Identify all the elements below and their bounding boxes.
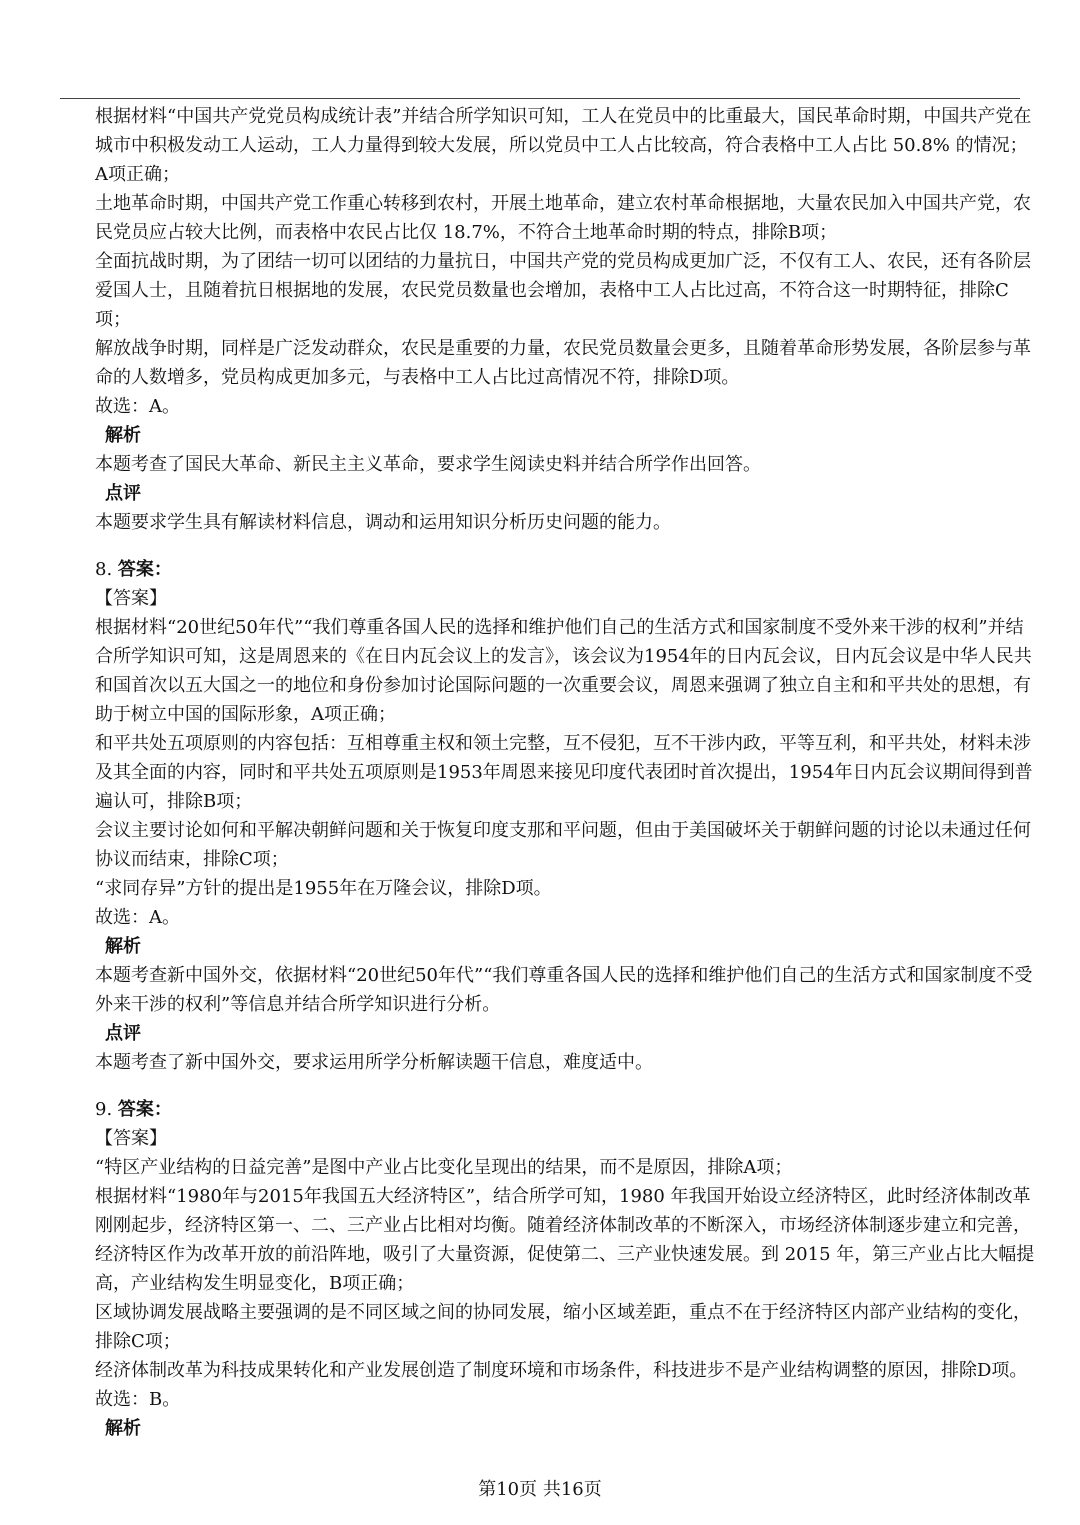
- s7-paragraph-4: 解放战争时期，同样是广泛发动群众，农民是重要的力量，农民党员数量会更多，且随着革命形势发展，各阶层参与革命的人数增多，党员构成更加多元，与表格中工人占比过高情况不符，排除D项。: [95, 338, 1031, 388]
- question-9-header: [95, 1095, 1035, 1124]
- s9-choice: 故选：B。: [95, 1389, 181, 1410]
- s7-paragraph-2: 土地革命时期，中国共产党工作重心转移到农村，开展土地革命，建立农村革命根据地，大量农民加入中国共产党，农民党员应占较大比例，而表格中农民占比仅 18.7%，不符合土地革命时期的特点，排除B项；: [95, 193, 1031, 243]
- question-9-number: 9.: [95, 1099, 113, 1120]
- s8-answer-tag: 【答案】: [95, 588, 167, 609]
- s7-choice: 故选：A。: [95, 396, 180, 417]
- s9-paragraph-1: “特区产业结构的日益完善”是图中产业占比变化呈现出的结果，而不是原因，排除A项；: [95, 1157, 793, 1178]
- s8-paragraph-4: “求同存异”方针的提出是1955年在万隆会议，排除D项。: [95, 878, 552, 899]
- s7-paragraph-3: 全面抗战时期，为了团结一切可以团结的力量抗日，中国共产党的党员构成更加广泛，不仅有工人、农民，还有各阶层爱国人士，且随着抗日根据地的发展，农民党员数量也会增加，表格中工人占比过高，不符合这一时期特征，排除C项；: [95, 251, 1031, 330]
- s7-comment-text: 本题要求学生具有解读材料信息，调动和运用知识分析历史问题的能力。: [95, 512, 671, 533]
- s7-comment-heading: 点评: [105, 483, 141, 504]
- s8-comment-text: 本题考查了新中国外交，要求运用所学分析解读题干信息，难度适中。: [95, 1052, 653, 1073]
- page-content: [95, 102, 1035, 1443]
- s9-analysis-heading: 解析: [105, 1418, 141, 1439]
- s8-paragraph-1: 根据材料“20世纪50年代”“我们尊重各国人民的选择和维护他们自己的生活方式和国家制度不受外来干涉的权利”并结合所学知识可知，这是周恩来的《在日内瓦会议上的发言》，该会议为1954年的日内瓦会议，日内瓦会议是中华人民共和国首次以五大国之一的地位和身份参加讨论国际问题的一次重要会议，周恩来强调了独立自主和和平共处的思想，有助于树立中国的国际形象，A项正确；: [95, 617, 1032, 725]
- question-8-number: 8.: [95, 559, 113, 580]
- question-9-answer-title: 答案：: [117, 1099, 172, 1120]
- s8-analysis-heading: 解析: [105, 936, 141, 957]
- question-8-header: [95, 555, 1035, 584]
- s8-choice: 故选：A。: [95, 907, 180, 928]
- s9-paragraph-2: 根据材料“1980年与2015年我国五大经济特区”，结合所学可知，1980 年我国开始设立经济特区，此时经济体制改革刚刚起步，经济特区第一、二、三产业占比相对均衡。随着经济体制改革的不断深入，市场经济体制逐步建立和完善，经济特区作为改革开放的前沿阵地，吸引了大量资源，促使第二、三产业快速发展。到 2015 年，第三产业占比大幅提高，产业结构发生明显变化，B项正确；: [95, 1186, 1035, 1294]
- s9-answer-tag: 【答案】: [95, 1128, 167, 1149]
- s7-analysis-text: 本题考查了国民大革命、新民主主义革命，要求学生阅读史料并结合所学作出回答。: [95, 454, 761, 475]
- header-rule: [60, 98, 1020, 99]
- s8-paragraph-3: 会议主要讨论如何和平解决朝鲜问题和关于恢复印度支那和平问题，但由于美国破坏关于朝鲜问题的讨论以未通过任何协议而结束，排除C项；: [95, 820, 1031, 870]
- s9-paragraph-4: 经济体制改革为科技成果转化和产业发展创造了制度环境和市场条件，科技进步不是产业结构调整的原因，排除D项。: [95, 1360, 1028, 1381]
- s8-analysis-text: 本题考查新中国外交，依据材料“20世纪50年代”“我们尊重各国人民的选择和维护他们自己的生活方式和国家制度不受外来干涉的权利”等信息并结合所学知识进行分析。: [95, 965, 1033, 1015]
- s7-analysis-heading: 解析: [105, 425, 141, 446]
- s9-paragraph-3: 区域协调发展战略主要强调的是不同区域之间的协同发展，缩小区域差距，重点不在于经济特区内部产业结构的变化，排除C项；: [95, 1302, 1031, 1352]
- s7-paragraph-1: 根据材料“中国共产党党员构成统计表”并结合所学知识可知，工人在党员中的比重最大，国民革命时期，中国共产党在城市中积极发动工人运动，工人力量得到较大发展，所以党员中工人占比较高，符合表格中工人占比 50.8% 的情况；A项正确；: [95, 106, 1032, 185]
- s8-comment-heading: 点评: [105, 1023, 141, 1044]
- s8-paragraph-2: 和平共处五项原则的内容包括：互相尊重主权和领土完整，互不侵犯，互不干涉内政，平等互利，和平共处，材料未涉及其全面的内容，同时和平共处五项原则是1953年周恩来接见印度代表团时首次提出，1954年日内瓦会议期间得到普遍认可，排除B项；: [95, 733, 1033, 812]
- question-8-answer-title: 答案：: [117, 559, 172, 580]
- page-footer: 第10页 共16页: [478, 1479, 602, 1500]
